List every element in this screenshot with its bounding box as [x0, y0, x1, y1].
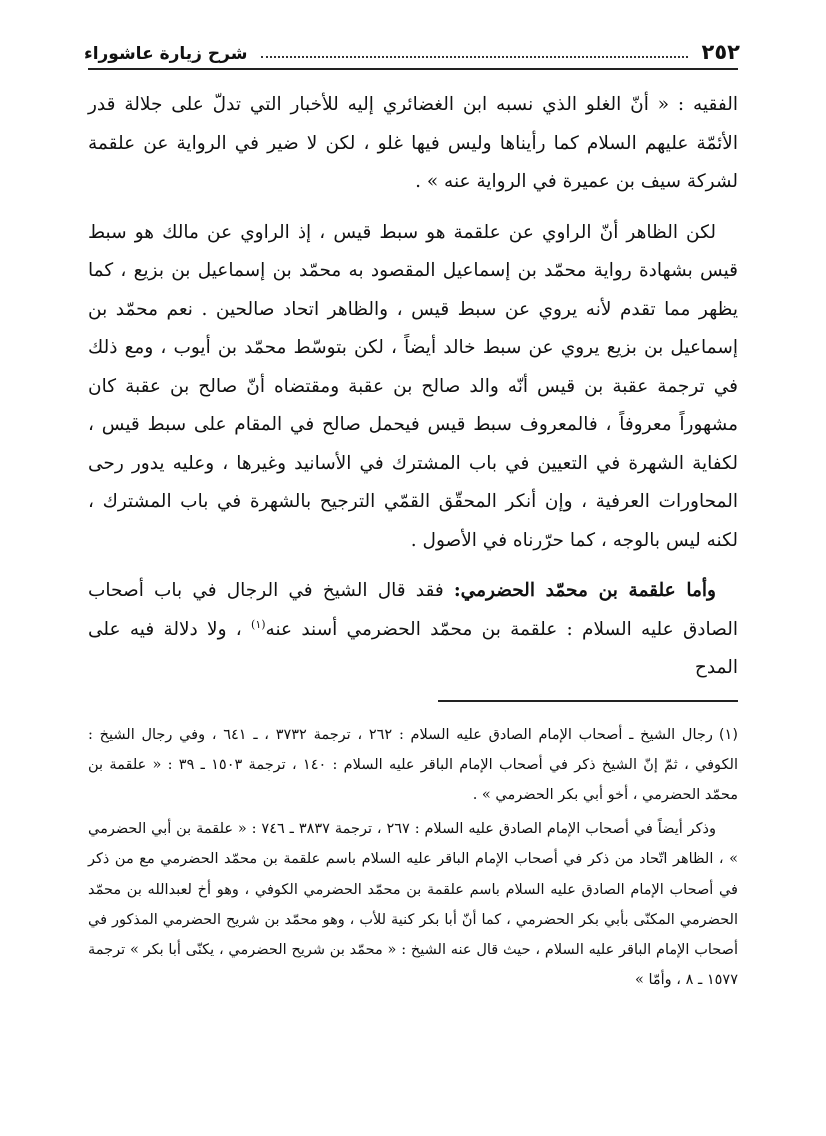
paragraph-3-lead: وأما علقمة بن محمّد الحضرمي:	[453, 580, 716, 601]
paragraph-1: الفقيه : « أنّ الغلو الذي نسبه ابن الغضائري إليه للأخبار التي تدلّ على جلالة قدر الأئمّة عليهم السلام كما رأيناها وليس فيها غلو ، لكن لا ضير في الرواية عن علقمة لشركة سيف بن عميرة في الرواية عنه » .	[88, 94, 739, 192]
paragraph-2: لكن الظاهر أنّ الراوي عن علقمة هو سبط قيس ، إذ الراوي عن مالك هو سبط قيس بشهادة رواية محمّد بن إسماعيل المقصود به محمّد بن إسماعيل بن بزيع ، كما يظهر مما تقدم لأنه يروي عن سبط قيس ، والظاهر اتحاد صالحين . نعم محمّد بن إسماعيل بن بزيع يروي عن سبط خالد أيضاً ، لكن بتوسّط محمّد بن أيوب ، ومع ذلك في ترجمة عقبة بن قيس أنّه والد صالح بن عقبة ومقتضاه أنّ صالح بن عقبة كان مشهوراً معروفاً ، فالمعروف سبط قيس فيحمل صالح في المقام على سبط قيس ، لكفاية الشهرة في التعيين في باب المشترك في الأسانيد وغيرها ، وعليه يدور رحى المحاورات العرفية ، وإن أنكر المحقّق القمّي الترجيح بالشهرة في باب المشترك ، لكنه ليس بالوجه ، كما حرّرناه في الأصول .	[88, 221, 738, 551]
page-number: ٢٥٢	[701, 40, 740, 64]
running-title: شرح زيارة عاشوراء	[84, 44, 248, 64]
running-header	[84, 30, 740, 70]
book-page	[84, 30, 740, 1110]
footnote-1-continuation: وذكر أيضاً في أصحاب الإمام الصادق عليه السلام : ٢٦٧ ، ترجمة ٣٨٣٧ ـ ٧٤٦ : « علقمة بن أبي الحضرمي » ، الظاهر اتّحاد من ذكر في أصحاب الإمام الباقر عليه السلام باسم علقمة بن محمّد الحضرمي مع من ذكر في أصحاب الإمام الصادق عليه السلام باسم علقمة بن محمّد الحضرمي الكوفي ، وهو أخ لعبدالله بن محمّد الحضرمي المكنّى بأبي بكر الحضرمي ، كما أنّ أبا بكر كنية للأب ، وهو محمّد بن شريح الحضرمي المذكور في أصحاب الإمام الباقر عليه السلام ، حيث قال عنه الشيخ : « محمّد بن شريح الحضرمي ، يكنّى أبا بكر » ترجمة ١٥٧٧ ـ ٨ ، وأمّا »	[88, 821, 738, 989]
footnote-1	[88, 720, 738, 811]
paragraph-3-tail: ، ولا دلالة فيه على المدح	[88, 618, 738, 678]
main-text	[88, 86, 738, 688]
footnotes	[88, 720, 738, 996]
footnote-reference: (١)	[251, 617, 266, 631]
paragraph-3-text: فقد قال الشيخ في الرجال في باب أصحاب الصادق عليه السلام : علقمة بن محمّد الحضرمي أسند عنه	[88, 580, 738, 640]
dot-leaders	[261, 55, 687, 58]
paragraph-3	[88, 572, 738, 688]
footnote-marker: (١)	[718, 726, 738, 743]
footnote-1-text: رجال الشيخ ـ أصحاب الإمام الصادق عليه السلام : ٢٦٢ ، ترجمة ٣٧٣٢ ، ـ ٦٤١ ، وفي رجال الشيخ : الكوفي ، ثمّ إنّ الشيخ ذكر في أصحاب الإمام الباقر عليه السلام : ١٤٠ ، ترجمة ١٥٠٣ ـ ٣٩ : « علقمة بن محمّد الحضرمي ، أخو أبي بكر الحضرمي » .	[88, 726, 738, 803]
footnote-separator	[438, 700, 738, 702]
